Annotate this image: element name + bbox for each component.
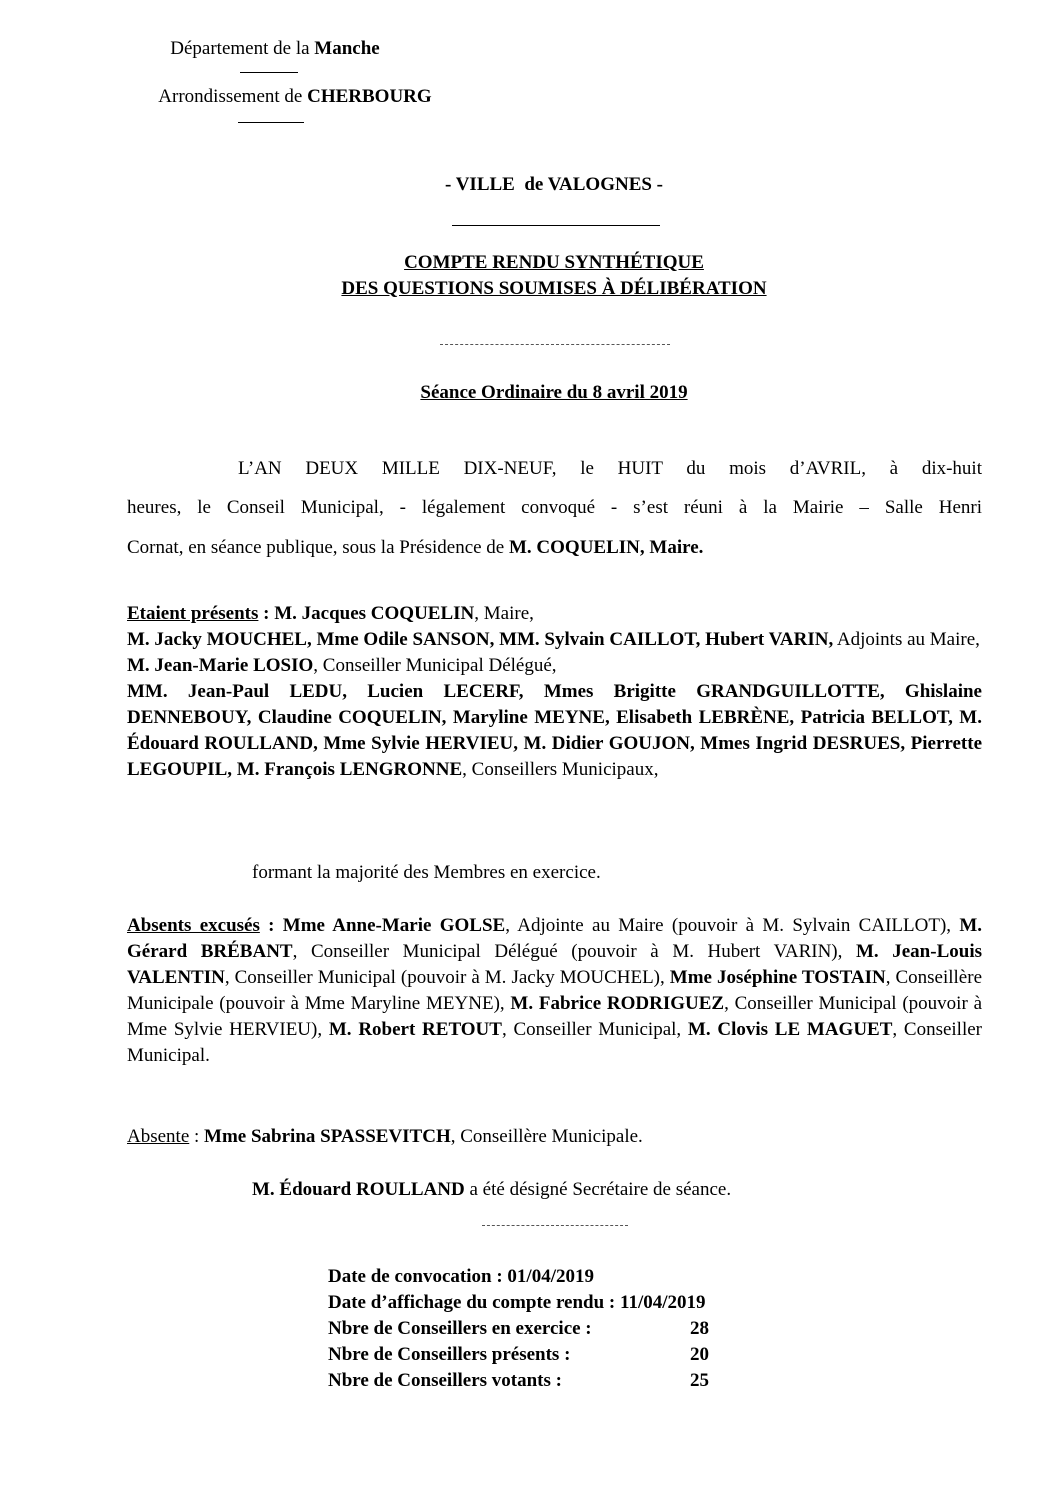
adjoints-role: Adjoints au Maire,: [836, 629, 980, 650]
intro-line-3: [127, 535, 982, 561]
absente-name: Mme Sabrina SPASSEVITCH: [204, 1126, 451, 1147]
stat-label: Date de convocation : 01/04/2019: [328, 1266, 594, 1287]
majority-statement: formant la majorité des Membres en exercice.: [252, 862, 601, 883]
absente-label: Absente: [127, 1126, 190, 1147]
secretaire-text: a été désigné Secrétaire de séance.: [464, 1179, 732, 1200]
absent-detail: , Conseiller Municipal Délégué (pouvoir à M. Hubert VARIN),: [292, 941, 856, 962]
department-prefix: Département de la: [170, 38, 315, 59]
conseillers-role: , Conseillers Municipaux,: [462, 759, 659, 780]
stat-label: Nbre de Conseillers en exercice :: [328, 1318, 592, 1339]
stat-row-votants: [328, 1368, 709, 1394]
stat-row-en-exercice: [328, 1316, 709, 1342]
secretaire-name: M. Édouard ROULLAND: [252, 1179, 465, 1200]
stat-label: Date d’affichage du compte rendu : 11/04/2019: [328, 1292, 706, 1313]
absent-name: M. Gérard BRÉBANT: [127, 915, 983, 962]
stat-value: 28: [690, 1318, 709, 1339]
maire-name: M. Jacques COQUELIN: [274, 603, 475, 624]
absent-name: M. Clovis LE MAGUET: [687, 1019, 893, 1040]
adjoints-names: M. Jacky MOUCHEL, Mme Odile SANSON, MM. Sylvain CAILLOT, Hubert VARIN,: [127, 629, 834, 650]
delegue-line: [127, 653, 982, 679]
delegue-role: , Conseiller Municipal Délégué,: [313, 655, 557, 676]
absent-detail: , Conseiller Municipal (pouvoir à M. Jacky MOUCHEL),: [224, 967, 670, 988]
stat-row-affichage: [328, 1290, 706, 1316]
section-divider: [482, 1225, 628, 1226]
absent-name: M. Jean-Louis VALENTIN: [127, 941, 982, 988]
stat-label: Nbre de Conseillers présents :: [328, 1344, 571, 1365]
delegue-name: M. Jean-Marie LOSIO: [127, 655, 314, 676]
stat-row-convocation: [328, 1264, 594, 1290]
absents-excuses-section: [127, 913, 982, 1069]
absent-name: Mme Joséphine TOSTAIN: [669, 967, 886, 988]
absent-detail: , Conseiller Municipal (pouvoir à Mme Sylvie HERVIEU),: [127, 993, 982, 1040]
presents-section: [127, 601, 982, 783]
department-heading: [140, 36, 410, 62]
intro-line-3-text: Cornat, en séance publique, sous la Présidence de: [127, 537, 509, 558]
department-name: Manche: [314, 38, 380, 59]
absents-label: Absents excusés: [127, 915, 260, 936]
absent-detail: , Conseiller Municipal.: [127, 1019, 982, 1066]
title-divider: [452, 225, 660, 226]
absent-detail: , Adjointe au Maire (pouvoir à M. Sylvain CAILLOT),: [505, 915, 960, 936]
presents-maire-line: [127, 601, 982, 627]
document-title-line-1: COMPTE RENDU SYNTHÉTIQUE: [404, 252, 704, 273]
intro-line-2: heures, le Conseil Municipal, - légalement convoqué - s’est réuni à la Mairie – Salle Henri: [127, 497, 982, 518]
absent-name: M. Robert RETOUT: [328, 1019, 502, 1040]
intro-president: M. COQUELIN, Maire.: [509, 537, 704, 558]
document-title-line-2: DES QUESTIONS SOUMISES À DÉLIBÉRATION: [341, 278, 767, 299]
absent-name: M. Fabrice RODRIGUEZ: [510, 993, 725, 1014]
absent-name: Mme Anne-Marie GOLSE: [282, 915, 506, 936]
absente-sep: :: [189, 1126, 205, 1147]
absent-detail: , Conseiller Municipal,: [501, 1019, 688, 1040]
conseillers-line: [127, 679, 982, 783]
header-divider: [240, 72, 298, 73]
absente-role: , Conseillère Municipale.: [450, 1126, 643, 1147]
maire-role: , Maire,: [474, 603, 534, 624]
absent-detail: , Conseillère Municipale (pouvoir à Mme Maryline MEYNE),: [127, 967, 983, 1014]
stat-row-presents: [328, 1342, 709, 1368]
intro-line-1: L’AN DEUX MILLE DIX-NEUF, le HUIT du mois d’AVRIL, à dix-huit: [238, 458, 982, 479]
absents-sep: :: [259, 915, 283, 936]
adjoints-line: [127, 627, 982, 653]
arrondissement-prefix: Arrondissement de: [158, 86, 308, 107]
stat-value: 25: [690, 1370, 709, 1391]
presents-sep: :: [258, 603, 275, 624]
arrondissement-heading: [140, 84, 450, 110]
section-divider: [440, 344, 670, 345]
seance-title: Séance Ordinaire du 8 avril 2019: [420, 382, 688, 403]
secretaire-statement: [252, 1177, 982, 1203]
header-divider: [238, 122, 304, 123]
ville-title: - VILLE de VALOGNES -: [444, 174, 664, 195]
stat-label: Nbre de Conseillers votants :: [328, 1370, 562, 1391]
arrondissement-name: CHERBOURG: [307, 86, 432, 107]
absente-section: [127, 1124, 982, 1150]
stat-value: 20: [690, 1344, 709, 1365]
conseillers-names: MM. Jean-Paul LEDU, Lucien LECERF, Mmes Brigitte GRANDGUILLOTTE, Ghislaine DENNEBOUY, Claudine COQUELIN, Maryline MEYNE, Elisabeth LEBRÈNE, Patricia BELLOT, M. Édouard ROULLAND, Mme Sylvie HERVIEU, M. Didier GOUJON, Mmes Ingrid DESRUES, Pierrette LEGOUPIL, M. François LENGRONNE: [127, 681, 982, 780]
presents-label: Etaient présents: [127, 603, 259, 624]
